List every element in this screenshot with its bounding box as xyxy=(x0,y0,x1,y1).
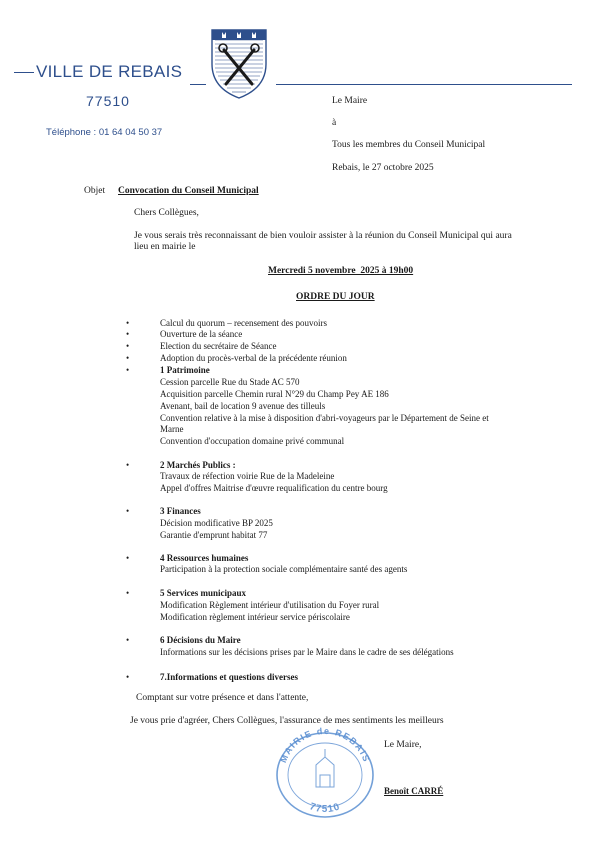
phone-number: Téléphone : 01 64 04 50 37 xyxy=(46,127,163,138)
list-item: Convention relative à la mise à disposition d'abri-voyageurs par le Département de Seine et xyxy=(160,413,489,423)
bullet-icon: • xyxy=(126,672,130,682)
subject-label: Objet xyxy=(84,186,106,196)
list-item: Calcul du quorum – recensement des pouvoirs xyxy=(160,318,327,328)
list-item: Modification règlement intérieur service périscolaire xyxy=(160,612,350,622)
stamp-bottom-text: 77510 xyxy=(308,801,342,816)
svg-text:MAIRIE de REBAIS xyxy=(278,726,372,764)
svg-text:77510 xyxy=(308,801,342,815)
bullet-icon: • xyxy=(126,588,130,598)
section-title-rh: 4 Ressources humaines xyxy=(160,553,249,563)
list-item: Adoption du procès-verbal de la précédente réunion xyxy=(160,353,347,363)
meeting-date: Mercredi 5 novembre 2025 à 19h00 xyxy=(268,266,414,276)
bullet-icon: • xyxy=(126,506,130,516)
coat-of-arms-logo xyxy=(206,22,272,100)
salutation: Chers Collègues, xyxy=(134,208,199,218)
list-item: Décision modificative BP 2025 xyxy=(160,518,273,528)
intro-line-2: lieu en mairie le xyxy=(134,242,196,252)
list-item: Convention d'occupation domaine privé communal xyxy=(160,436,345,446)
list-item: Travaux de réfection voirie Rue de la Madeleine xyxy=(160,471,335,481)
bullet-icon: • xyxy=(126,329,130,339)
list-item: Appel d'offres Maitrise d'œuvre requalification du centre bourg xyxy=(160,483,388,493)
signatory-name: Benoît CARRÉ xyxy=(384,786,444,796)
section-title-patrimoine: 1 Patrimoine xyxy=(160,365,210,375)
list-item: Ouverture de la séance xyxy=(160,329,243,339)
town-name: VILLE DE REBAIS xyxy=(36,62,183,81)
bullet-icon: • xyxy=(126,460,130,470)
bullet-icon: • xyxy=(126,635,130,645)
section-title-questions: 7.Informations et questions diverses xyxy=(160,672,299,682)
list-item: Garantie d'emprunt habitat 77 xyxy=(160,530,268,540)
list-item: Cession parcelle Rue du Stade AC 570 xyxy=(160,377,300,387)
signatory-title: Le Maire, xyxy=(384,740,422,750)
closing-line-2: Je vous prie d'agréer, Chers Collègues, l'assurance de mes sentiments les meilleurs xyxy=(130,716,444,726)
closing-line-1: Comptant sur votre présence et dans l'attente, xyxy=(136,693,309,703)
agenda-title: ORDRE DU JOUR xyxy=(296,292,375,302)
list-item: Informations sur les décisions prises par le Maire dans le cadre de ses délégations xyxy=(160,647,454,657)
list-item: Avenant, bail de location 9 avenue des tilleuls xyxy=(160,401,326,411)
list-item: Participation à la protection sociale complémentaire santé des agents xyxy=(160,564,408,574)
section-title-decisions: 6 Décisions du Maire xyxy=(160,635,241,645)
bullet-icon: • xyxy=(126,341,130,351)
intro-line-1: Je vous serais très reconnaissant de bien vouloir assister à la réunion du Conseil Municipal qui aura xyxy=(134,231,512,241)
list-item: Acquisition parcelle Chemin rural N°29 du Champ Pey AE 186 xyxy=(160,389,389,399)
bullet-icon: • xyxy=(126,353,130,363)
section-title-finances: 3 Finances xyxy=(160,506,201,516)
town-hall-stamp xyxy=(270,725,380,820)
section-title-marches: 2 Marchés Publics : xyxy=(160,460,236,470)
list-item: Marne xyxy=(160,424,184,434)
recipient: Tous les membres du Conseil Municipal xyxy=(332,140,486,150)
bullet-icon: • xyxy=(126,318,130,328)
section-title-services: 5 Services municipaux xyxy=(160,588,247,598)
subject-text: Convocation du Conseil Municipal xyxy=(118,186,259,196)
list-item: Modification Règlement intérieur d'utilisation du Foyer rural xyxy=(160,600,380,610)
recipient-marker: à xyxy=(332,118,337,128)
bullet-icon: • xyxy=(126,365,130,375)
postcode: 77510 xyxy=(86,93,130,109)
bullet-icon: • xyxy=(126,553,130,563)
list-item: Election du secrétaire de Séance xyxy=(160,341,277,351)
sender-title: Le Maire xyxy=(332,96,368,106)
place-date: Rebais, le 27 octobre 2025 xyxy=(332,163,434,173)
stamp-top-text: MAIRIE de REBAIS xyxy=(278,725,372,765)
